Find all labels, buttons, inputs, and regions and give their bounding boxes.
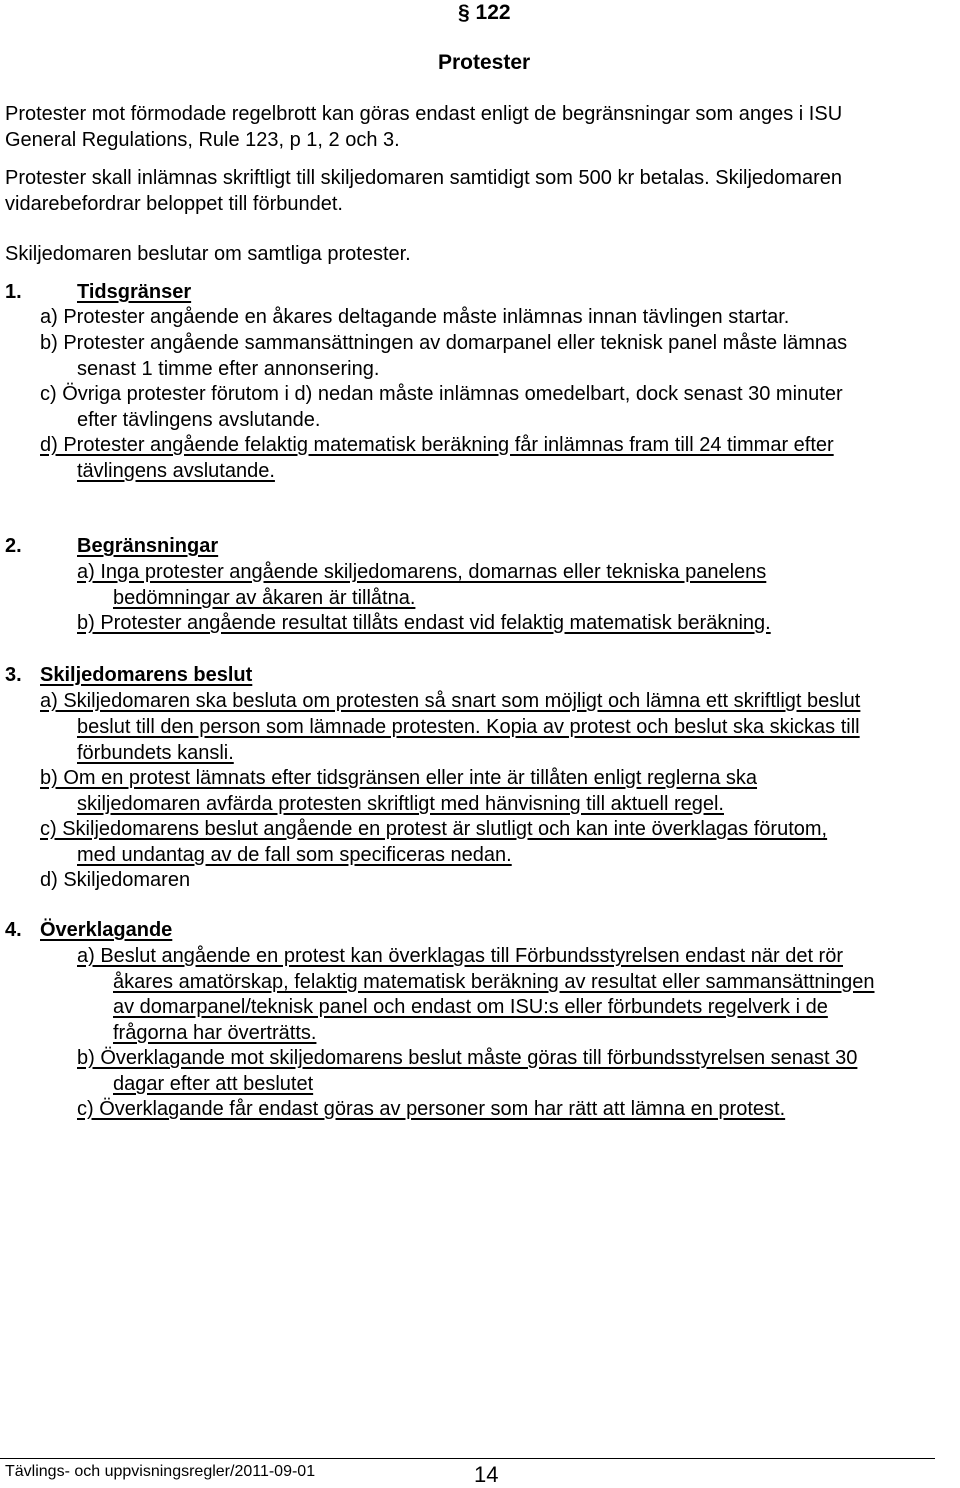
section-3-item-a-line-3: förbundets kansli. xyxy=(77,742,234,764)
section-1-item-a: a) Protester angående en åkares deltagande måste inlämnas innan tävlingen startar. xyxy=(40,306,790,328)
page-title: Protester xyxy=(438,51,531,74)
section-2-number: 2. xyxy=(5,535,22,557)
section-1-item-d-line-1: d) Protester angående felaktig matematisk beräkning får inlämnas fram till 24 timmar efter xyxy=(40,434,834,456)
section-4-title: Överklagande xyxy=(40,919,173,941)
section-3-item-d: d) Skiljedomaren xyxy=(40,869,191,891)
section-4-number: 4. xyxy=(5,919,22,941)
section-4-item-a-line-3: av domarpanel/teknisk panel och endast om ISU:s eller förbundets regelverk i de xyxy=(113,996,828,1018)
section-4-item-b-line-2: dagar efter att beslutet xyxy=(113,1073,314,1095)
intro-paragraph-1-line-1: Protester mot förmodade regelbrott kan göras endast enligt de begränsningar som anges i ISU xyxy=(5,103,843,125)
section-number: § 122 xyxy=(458,1,511,24)
section-1-item-c-line-1: c) Övriga protester förutom i d) nedan måste inlämnas omedelbart, dock senast 30 minuter xyxy=(40,383,843,405)
section-3-title: Skiljedomarens beslut xyxy=(40,664,253,686)
section-3-item-c-line-2: med undantag av de fall som specificeras nedan. xyxy=(77,844,512,866)
section-3-item-a-line-2: beslut till den person som lämnade protesten. Kopia av protest och beslut ska skickas till xyxy=(77,716,860,738)
section-1-number: 1. xyxy=(5,281,22,303)
section-3-item-c-line-1: c) Skiljedomarens beslut angående en protest är slutligt och kan inte överklagas förutom, xyxy=(40,818,828,840)
intro-paragraph-2-line-1: Protester skall inlämnas skriftligt till skiljedomaren samtidigt som 500 kr betalas. Skiljedomaren xyxy=(5,167,842,189)
intro-paragraph-3: Skiljedomaren beslutar om samtliga protester. xyxy=(5,243,411,265)
section-4-item-a-line-2: åkares amatörskap, felaktig matematisk beräkning av resultat eller sammansättningen xyxy=(113,971,875,993)
footer-document-title: Tävlings- och uppvisningsregler/2011-09-01 xyxy=(5,1463,316,1480)
section-2-item-a-line-1: a) Inga protester angående skiljedomarens, domarnas eller tekniska panelens xyxy=(77,561,767,583)
section-4-item-a-line-1: a) Beslut angående en protest kan överklagas till Förbundsstyrelsen endast när det rör xyxy=(77,945,843,967)
section-2-item-a-line-2: bedömningar av åkaren är tillåtna. xyxy=(113,587,416,609)
section-2-title: Begränsningar xyxy=(77,535,219,557)
section-1-title: Tidsgränser xyxy=(77,281,192,303)
section-4-item-b-line-1: b) Överklagande mot skiljedomarens beslut måste göras till förbundsstyrelsen senast 30 xyxy=(77,1047,858,1069)
footer-page-number: 14 xyxy=(474,1462,499,1487)
section-4-item-c: c) Överklagande får endast göras av personer som har rätt att lämna en protest. xyxy=(77,1098,786,1120)
section-1-item-d-line-2: tävlingens avslutande. xyxy=(77,460,275,482)
section-1-item-b-line-1: b) Protester angående sammansättningen av domarpanel eller teknisk panel måste lämnas xyxy=(40,332,848,354)
section-3-item-b-line-2: skiljedomaren avfärda protesten skriftligt med hänvisning till aktuell regel. xyxy=(77,793,724,815)
section-3-item-a-line-1: a) Skiljedomaren ska besluta om protesten så snart som möjligt och lämna ett skriftligt beslut xyxy=(40,690,861,712)
section-3-item-b-line-1: b) Om en protest lämnats efter tidsgränsen eller inte är tillåten enligt reglerna ska xyxy=(40,767,758,789)
section-1-item-b-line-2: senast 1 timme efter annonsering. xyxy=(77,358,380,380)
section-2-item-b: b) Protester angående resultat tillåts endast vid felaktig matematisk beräkning. xyxy=(77,612,771,634)
section-1-item-c-line-2: efter tävlingens avslutande. xyxy=(77,409,321,431)
footer-divider xyxy=(0,1458,935,1459)
intro-paragraph-1-line-2: General Regulations, Rule 123, p 1, 2 och 3. xyxy=(5,129,400,151)
section-4-item-a-line-4: frågorna har överträtts. xyxy=(113,1022,317,1044)
section-3-number: 3. xyxy=(5,664,22,686)
intro-paragraph-2-line-2: vidarebefordrar beloppet till förbundet. xyxy=(5,193,343,215)
